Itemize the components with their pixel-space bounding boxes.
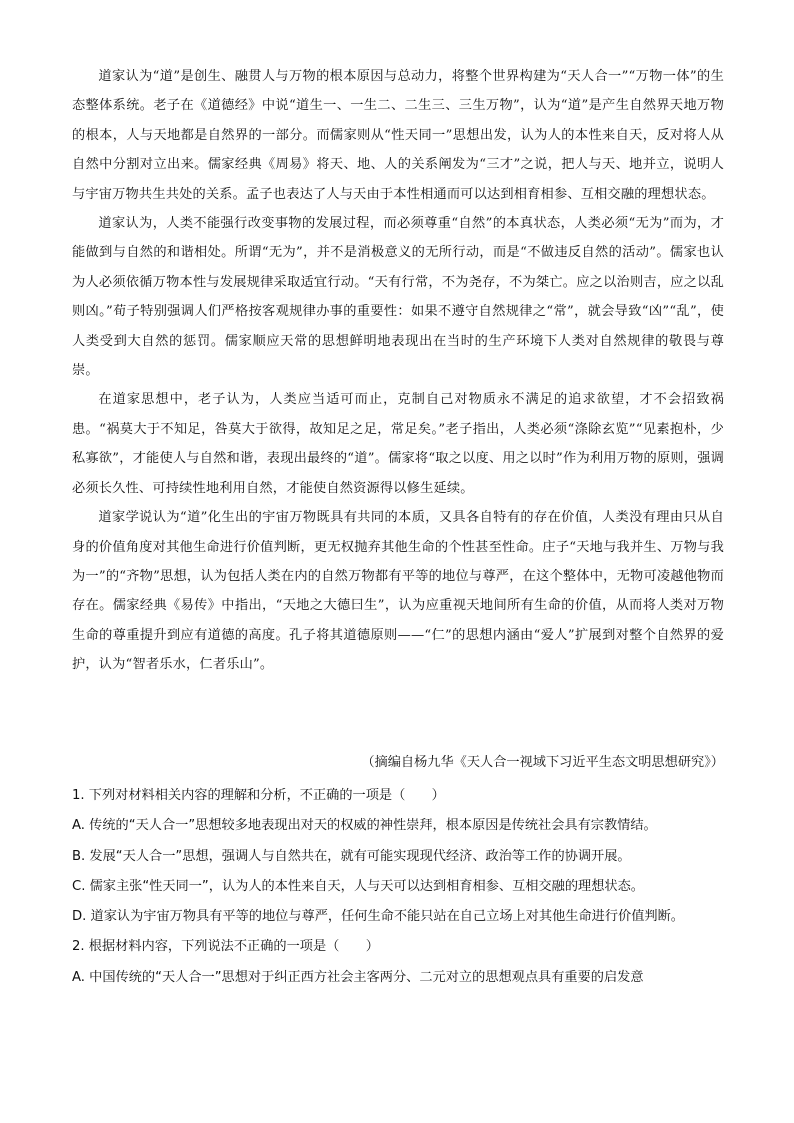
question-2-stem: 2. 根据材料内容，下列说法不正确的一项是（ ） — [72, 939, 379, 955]
passage-paragraph-1: 道家认为“道”是创生、融贯人与万物的根本原因与总动力，将整个世界构建为“天人合一”“万物一体”的生态整体系统。老子在《道德经》中说“道生一、一生二、二生三、三生万物”，认为“道”是产生自然界天地万物的根本，人与天地都是自然界的一部分。而儒家则从“性天同一”思想出发，认为人的本性来自天，反对将人从自然中分割对立出来。儒家经典《周易》将天、地、人的关系阐发为“三才”之说，把人与天、地并立，说明人与宇宙万物共生共处的关系。孟子也表达了人与天由于本性相通而可以达到相育相参、互相交融的理想状态。 — [72, 69, 724, 202]
reading-passage — [72, 62, 724, 680]
question-1-option-c: C. 儒家主张“性天同一”，认为人的本性来自天，人与天可以达到相育相参、互相交融的理想状态。 — [72, 878, 644, 894]
questions-section — [72, 781, 724, 993]
question-1-option-d: D. 道家认为宇宙万物具有平等的地位与尊严，任何生命不能只站在自己立场上对其他生命进行价值判断。 — [72, 909, 684, 925]
question-1-option-b: B. 发展“天人合一”思想，强调人与自然共在，就有可能实现现代经济、政治等工作的协调开展。 — [72, 848, 631, 864]
passage-paragraph-4: 道家学说认为“道”化生出的宇宙万物既具有共同的本质，又具各自特有的存在价值，人类没有理由只从自身的价值角度对其他生命进行价值判断，更无权抛弃其他生命的个性甚至性命。庄子“天地与我并生、万物与我为一”的“齐物”思想，认为包括人类在内的自然万物都有平等的地位与尊严，在这个整体中，无物可凌越他物而存在。儒家经典《易传》中指出，“天地之大德曰生”，认为应重视天地间所有生命的价值，从而将人类对万物生命的尊重提升到应有道德的高度。孔子将其道德原则——“仁”的思想内涵由“爱人”扩展到对整个自然界的爱护，认为“智者乐水，仁者乐山”。 — [72, 510, 724, 673]
question-1-option-a: A. 传统的“天人合一”思想较多地表现出对天的权威的神性崇拜，根本原因是传统社会具有宗教情结。 — [72, 818, 657, 834]
question-2-option-a: A. 中国传统的“天人合一”思想对于纠正西方社会主客两分、二元对立的思想观点具有重要的启发意 — [72, 969, 644, 985]
passage-source: （摘编自杨九华《天人合一视域下习近平生态文明思想研究》） — [361, 755, 724, 770]
passage-paragraph-3: 在道家思想中，老子认为，人类应当适可而止，克制自己对物质永不满足的追求欲望，才不会招致祸患。“祸莫大于不知足，咎莫大于欲得，故知足之足，常足矣。”老子指出，人类必须“涤除玄览”“见素抱朴，少私寡欲”，才能使人与自然和谐，表现出最终的“道”。儒家将“取之以度、用之以时”作为利用万物的原则，强调必须长久性、可持续性地利用自然，才能使自然资源得以修生延续。 — [72, 392, 724, 496]
question-1-stem: 1. 下列对材料相关内容的理解和分析，不正确的一项是（ ） — [72, 788, 445, 803]
passage-paragraph-2: 道家认为，人类不能强行改变事物的发展过程，而必须尊重“自然”的本真状态，人类必须“无为”而为，才能做到与自然的和谐相处。所谓“无为”，并不是消极意义的无所行动，而是“不做违反自然的活动”。儒家也认为人必须依循万物本性与发展规律采取适宜行动。“天有行常，不为尧存，不为桀亡。应之以治则吉，应之以乱则凶。”荀子特别强调人们严格按客观规律办事的重要性：如果不遵守自然规律之“常”，就会导致“凶”“乱”，使人类受到大自然的惩罚。儒家顺应天常的思想鲜明地表现出在当时的生产环境下人类对自然规律的敬畏与尊崇。 — [72, 216, 724, 379]
